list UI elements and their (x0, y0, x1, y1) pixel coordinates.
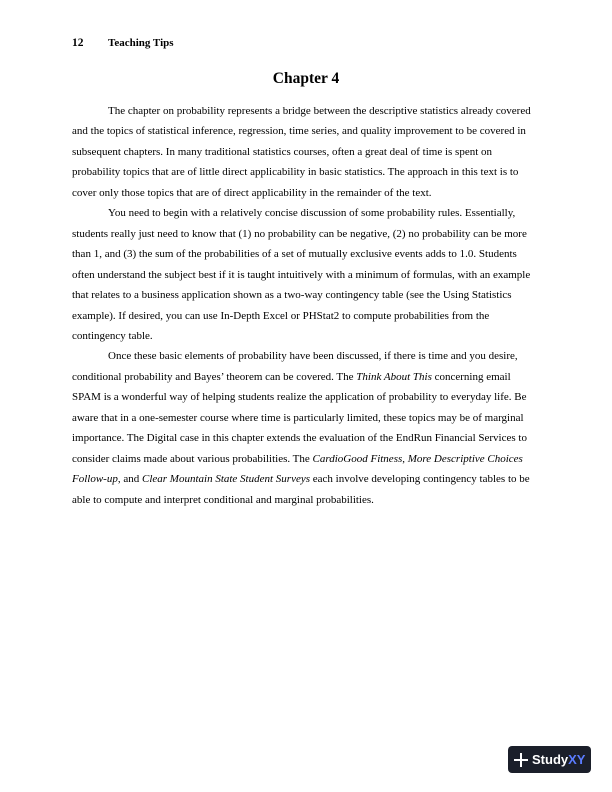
paragraph-3-separator-1: , (402, 452, 408, 465)
page-number: 12 (72, 37, 84, 49)
paragraph-3-text-b: concerning email SPAM is a wonderful way of helping students realize the application of probability to everyday life. Be aware that in a one-semester course where time is particularly limited, these topics may be of marginal importance. The Digital case in this chapter extends the evaluation of the EndRun Financial Services to consider claims made about various probabilities. The (72, 370, 527, 465)
page-header (72, 37, 174, 49)
brand-name-accent: XY (568, 752, 586, 767)
brand-name: Study (532, 752, 569, 767)
paragraph-2: You need to begin with a relatively concise discussion of some probability rules. Essentially, students really just need to know that (1) no probability can be negative, (2) no probability can be more than 1, and (3) the sum of the probabilities of a set of mutually exclusive events adds to 1.0. Students often understand the subject best if it is taught intuitively with a minimum of formulas, with an example that relates to a business application shown as a two-way contingency table (see the Using Statistics example). If desired, you can use In-Depth Excel or PHStat2 to compute probabilities from the contingency table. (72, 207, 531, 342)
think-about-this-title: Think About This (356, 370, 432, 383)
paragraph-3-text-c: each involve developing contingency tables to be able to compute and interpret conditional and marginal probabilities. (72, 473, 530, 506)
body-text (72, 101, 542, 510)
plus-icon (514, 753, 528, 767)
cardiogood-fitness-title: CardioGood Fitness (312, 452, 403, 465)
running-title: Teaching Tips (108, 37, 174, 49)
more-descriptive-choices-title: More Descriptive Choices Follow-up (72, 452, 523, 486)
chapter-title: Chapter 4 (272, 70, 340, 87)
paragraph-3-separator-2: , and (117, 473, 142, 486)
paragraph-1: The chapter on probability represents a bridge between the descriptive statistics already covered and the topics of statistical inference, regression, time series, and quality improvement to be covered in subsequent chapters. In many traditional statistics courses, often a great deal of time is spent on probability topics that are of little direct applicability in basic statistics. The approach in this text is to cover only those topics that are of direct applicability in the remainder of the text. (72, 105, 531, 199)
clear-mountain-surveys-title: Clear Mountain State Student Surveys (141, 473, 311, 486)
paragraph-3-text-a: Once these basic elements of probability have been discussed, if there is time and you desire, conditional probability and Bayes’ theorem can be covered. The (72, 350, 518, 383)
paragraph-3 (72, 346, 542, 510)
studyxy-badge[interactable] (508, 746, 591, 773)
